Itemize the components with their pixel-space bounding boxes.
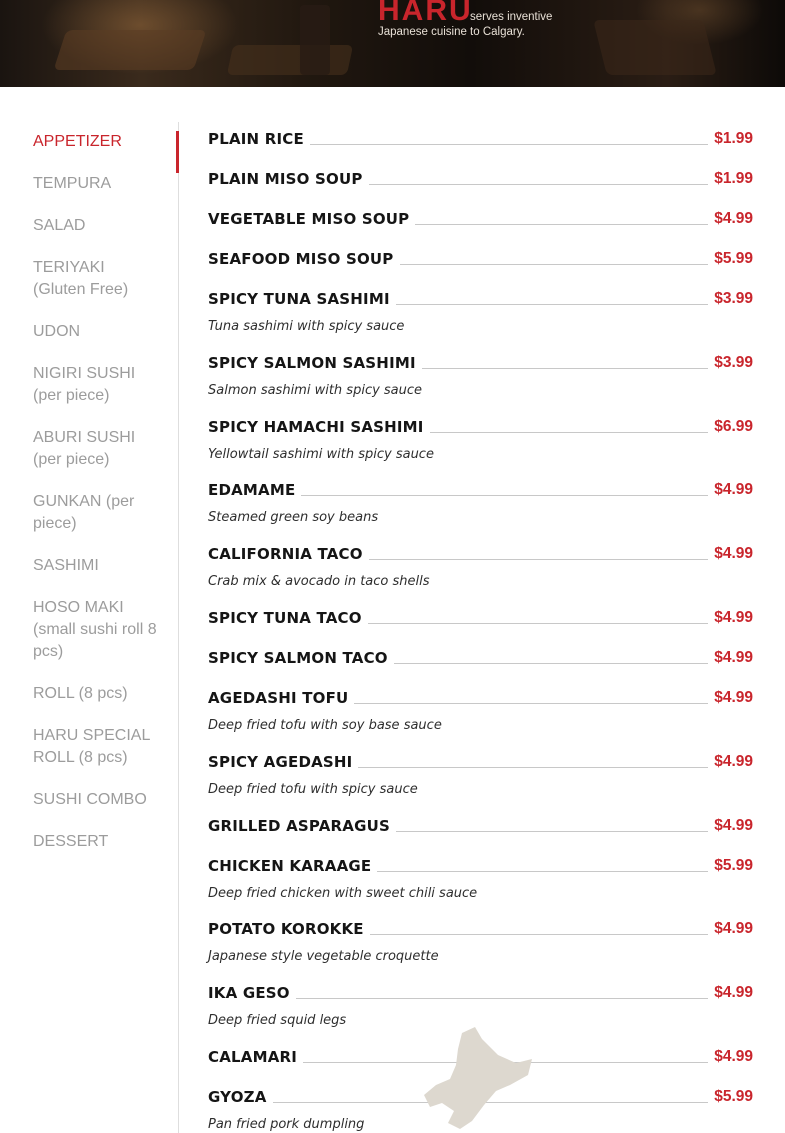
menu-item <box>208 606 753 628</box>
dotted-leader <box>358 766 708 768</box>
menu-item-price: $5.99 <box>714 857 753 874</box>
dotted-leader <box>369 558 708 560</box>
chair-shape <box>300 5 330 75</box>
sidebar-item-nigiri-sushi-per-piece[interactable]: NIGIRI SUSHI (per piece) <box>33 365 136 404</box>
menu-item <box>208 542 753 589</box>
menu-item-name: PLAIN RICE <box>208 130 304 148</box>
menu-item-row <box>208 606 753 628</box>
menu-item-name: IKA GESO <box>208 984 290 1002</box>
menu-item <box>208 287 753 334</box>
menu-item-name: EDAMAME <box>208 481 296 499</box>
hokkaido-shape <box>424 1027 532 1129</box>
dotted-leader <box>370 933 708 935</box>
menu-item-row <box>208 686 753 708</box>
menu-item-row <box>208 814 753 836</box>
sidebar-item-haru-special-roll-8-pcs[interactable]: HARU SPECIAL ROLL (8 pcs) <box>33 727 150 766</box>
dotted-leader <box>377 870 708 872</box>
dotted-leader <box>396 830 708 832</box>
dotted-leader <box>310 143 708 145</box>
menu-item-row <box>208 646 753 668</box>
menu-item-row <box>208 542 753 564</box>
menu-item-row <box>208 127 753 149</box>
tagline-line-1: serves inventive <box>470 11 553 23</box>
menu-item-description: Deep fried chicken with sweet chili sauce <box>208 886 478 901</box>
haru-logo[interactable]: HARU <box>378 0 473 27</box>
menu-item <box>208 686 753 733</box>
menu-item-name: CALAMARI <box>208 1048 298 1066</box>
menu-item-name: AGEDASHI TOFU <box>208 689 349 707</box>
menu-item-row <box>208 207 753 229</box>
menu-item-price: $4.99 <box>714 545 753 562</box>
menu-item <box>208 646 753 668</box>
menu-item-price: $4.99 <box>714 920 753 937</box>
menu-item-row <box>208 981 753 1003</box>
category-sidebar <box>0 122 179 1133</box>
menu-item-name: SPICY TUNA TACO <box>208 609 362 627</box>
menu-item-price: $4.99 <box>714 1048 753 1065</box>
menu-item-price: $4.99 <box>714 481 753 498</box>
menu-item-description: Deep fried squid legs <box>208 1013 347 1028</box>
dotted-leader <box>296 997 708 999</box>
menu-item <box>208 981 753 1028</box>
sidebar-item-udon[interactable]: UDON <box>33 323 81 340</box>
dotted-leader <box>400 263 709 265</box>
menu-item-price: $5.99 <box>714 1088 753 1105</box>
menu-item <box>208 127 753 149</box>
menu-item-price: $5.99 <box>714 250 753 267</box>
hokkaido-map-watermark <box>420 1025 535 1133</box>
tagline-line-2: Japanese cuisine to Calgary. <box>378 26 525 38</box>
menu-item-row <box>208 917 753 939</box>
menu-item-name: VEGETABLE MISO SOUP <box>208 210 410 228</box>
menu-item-description: Crab mix & avocado in taco shells <box>208 574 430 589</box>
menu-item-row <box>208 287 753 309</box>
menu-item-row <box>208 247 753 269</box>
menu-item-description: Japanese style vegetable croquette <box>208 949 439 964</box>
sidebar-item-aburi-sushi-per-piece[interactable]: ABURI SUSHI (per piece) <box>33 429 136 468</box>
menu-item <box>208 814 753 836</box>
menu-item-row <box>208 854 753 876</box>
menu-item-name: PLAIN MISO SOUP <box>208 170 363 188</box>
menu-item <box>208 247 753 269</box>
menu-item-name: SPICY SALMON TACO <box>208 649 388 667</box>
menu-item-price: $4.99 <box>714 817 753 834</box>
menu-item <box>208 854 753 901</box>
menu-item-price: $4.99 <box>714 649 753 666</box>
booth-shape <box>54 30 207 70</box>
menu-item-price: $6.99 <box>714 418 753 435</box>
sidebar-item-teriyaki-gluten-free[interactable]: TERIYAKI (Gluten Free) <box>33 259 129 298</box>
menu-item-name: SPICY SALMON SASHIMI <box>208 354 416 372</box>
sidebar-item-hoso-maki-small-sushi-roll-8-pcs[interactable]: HOSO MAKI (small sushi roll 8 pcs) <box>33 599 157 660</box>
menu-item <box>208 478 753 525</box>
menu-item-description: Pan fried pork dumpling <box>208 1117 365 1132</box>
menu-item-price: $3.99 <box>714 354 753 371</box>
booth-shape <box>227 45 353 75</box>
menu-item-name: GYOZA <box>208 1088 267 1106</box>
dotted-leader <box>415 223 708 225</box>
dotted-leader <box>396 303 708 305</box>
menu-item-name: CALIFORNIA TACO <box>208 545 363 563</box>
menu-item-name: POTATO KOROKKE <box>208 920 364 938</box>
menu-item <box>208 750 753 797</box>
sidebar-item-roll-8-pcs[interactable]: ROLL (8 pcs) <box>33 685 128 702</box>
menu-item-description: Salmon sashimi with spicy sauce <box>208 383 423 398</box>
sidebar-item-gunkan-per-piece[interactable]: GUNKAN (per piece) <box>33 493 135 532</box>
sidebar-item-sushi-combo[interactable]: SUSHI COMBO <box>33 791 147 808</box>
menu-item-row <box>208 351 753 373</box>
menu-item <box>208 207 753 229</box>
header-banner <box>0 0 785 87</box>
menu-item-price: $4.99 <box>714 609 753 626</box>
menu-item-name: SPICY HAMACHI SASHIMI <box>208 418 424 436</box>
menu-item-row <box>208 750 753 772</box>
menu-item-name: SEAFOOD MISO SOUP <box>208 250 394 268</box>
menu-item-price: $1.99 <box>714 170 753 187</box>
menu-item-price: $4.99 <box>714 689 753 706</box>
menu-item-price: $4.99 <box>714 210 753 227</box>
dotted-leader <box>430 431 709 433</box>
menu-item-row <box>208 167 753 189</box>
sidebar-item-appetizer[interactable]: APPETIZER <box>0 131 178 153</box>
menu-item <box>208 917 753 964</box>
menu-item-price: $1.99 <box>714 130 753 147</box>
menu-item-row <box>208 415 753 437</box>
menu-item <box>208 415 753 462</box>
dotted-leader <box>422 367 708 369</box>
menu-item-price: $4.99 <box>714 753 753 770</box>
dotted-leader <box>394 662 708 664</box>
menu-item-price: $3.99 <box>714 290 753 307</box>
sidebar-item-salad[interactable]: SALAD <box>33 217 86 234</box>
menu-item <box>208 167 753 189</box>
dotted-leader <box>368 622 709 624</box>
sidebar-item-dessert[interactable]: DESSERT <box>33 833 109 850</box>
dotted-leader <box>369 183 709 185</box>
booth-shape <box>593 20 717 75</box>
menu-item-description: Steamed green soy beans <box>208 510 379 525</box>
menu-item <box>208 351 753 398</box>
dotted-leader <box>301 494 708 496</box>
dotted-leader <box>354 702 708 704</box>
menu-item-description: Deep fried tofu with soy base sauce <box>208 718 442 733</box>
menu-item-description: Yellowtail sashimi with spicy sauce <box>208 447 434 462</box>
menu-item-price: $4.99 <box>714 984 753 1001</box>
menu-item-name: SPICY TUNA SASHIMI <box>208 290 390 308</box>
sidebar-item-tempura[interactable]: TEMPURA <box>33 175 112 192</box>
menu-item-description: Deep fried tofu with spicy sauce <box>208 782 418 797</box>
menu-item-description: Tuna sashimi with spicy sauce <box>208 319 405 334</box>
menu-item-row <box>208 478 753 500</box>
menu-item-name: CHICKEN KARAAGE <box>208 857 372 875</box>
menu-item-name: SPICY AGEDASHI <box>208 753 353 771</box>
menu-item-name: GRILLED ASPARAGUS <box>208 817 390 835</box>
sidebar-item-sashimi[interactable]: SASHIMI <box>33 557 99 574</box>
